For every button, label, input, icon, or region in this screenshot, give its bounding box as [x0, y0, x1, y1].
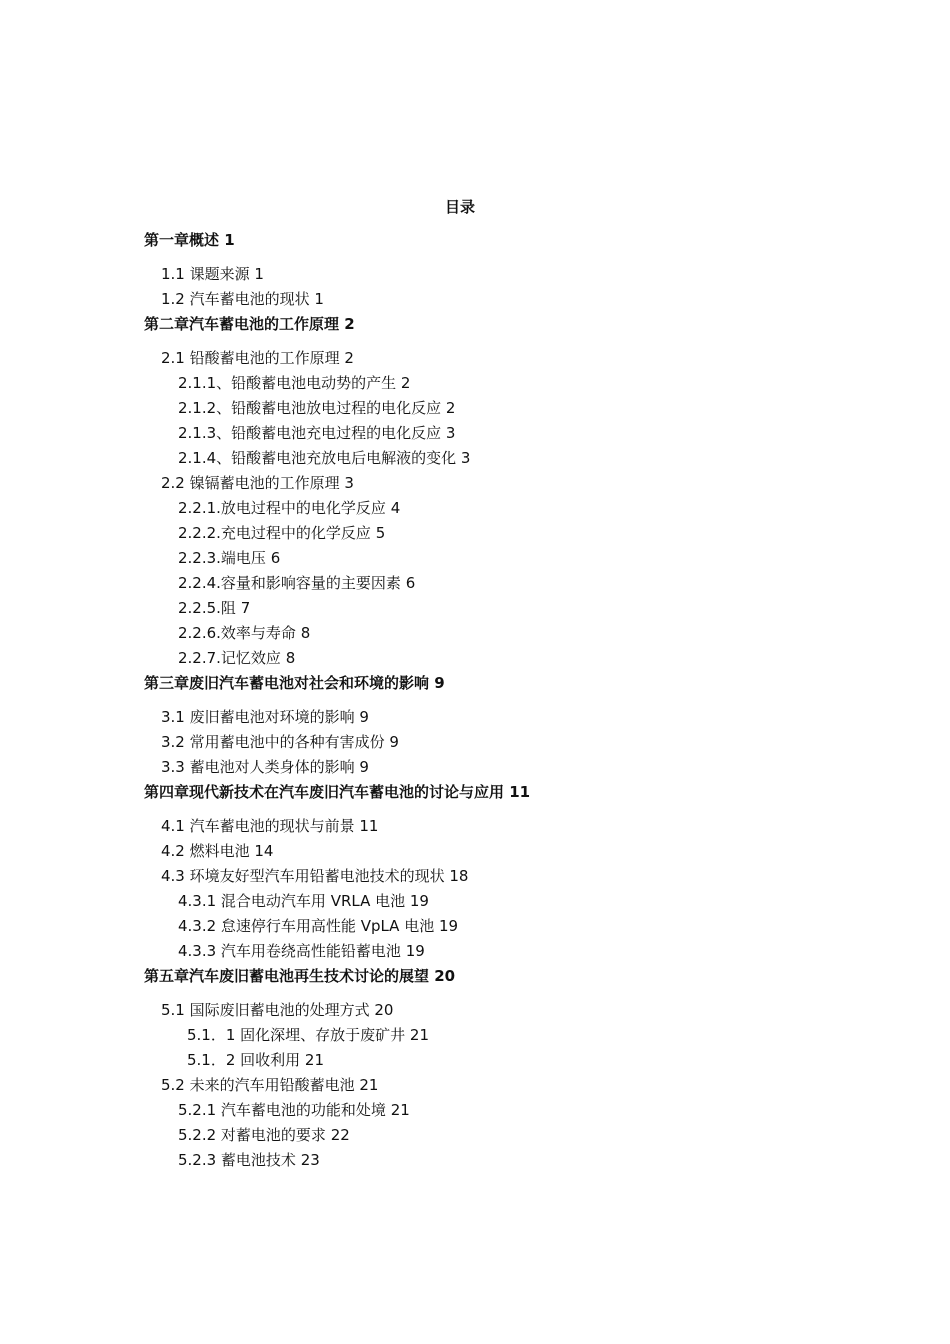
toc-entry[interactable]: 4.3.1 混合电动汽车用 VRLA 电池 19 [178, 892, 429, 910]
toc-entry[interactable]: 2.2.2.充电过程中的化学反应 5 [178, 524, 386, 542]
chapter-heading[interactable]: 第三章废旧汽车蓄电池对社会和环境的影响 9 [144, 674, 445, 692]
chapter-entries [144, 346, 924, 671]
chapter-heading[interactable]: 第五章汽车废旧蓄电池再生技术讨论的展望 20 [144, 967, 456, 985]
toc-entry[interactable]: 2.2.3.端电压 6 [178, 549, 281, 567]
chapter-5 [144, 964, 924, 1173]
toc-entry[interactable]: 3.2 常用蓄电池中的各种有害成份 9 [161, 733, 399, 751]
chapter-1 [144, 228, 924, 312]
toc-entry[interactable]: 4.1 汽车蓄电池的现状与前景 11 [161, 817, 379, 835]
toc-entry[interactable]: 2.1.1、铅酸蓄电池电动势的产生 2 [178, 374, 411, 392]
toc-entry[interactable]: 5.2.1 汽车蓄电池的功能和处境 21 [178, 1101, 410, 1119]
toc-entry[interactable]: 1.1 课题来源 1 [161, 265, 264, 283]
chapter-entries [144, 998, 924, 1173]
toc-entry[interactable]: 5.1．1 固化深埋、存放于废矿井 21 [187, 1026, 430, 1044]
toc-entry[interactable]: 5.2 未来的汽车用铅酸蓄电池 21 [161, 1076, 379, 1094]
toc-entry[interactable]: 1.2 汽车蓄电池的现状 1 [161, 290, 324, 308]
chapter-2 [144, 312, 924, 671]
toc-entry[interactable]: 3.3 蓄电池对人类身体的影响 9 [161, 758, 369, 776]
chapter-entries [144, 262, 924, 312]
toc-entry[interactable]: 2.2.1.放电过程中的电化学反应 4 [178, 499, 401, 517]
toc-entry[interactable]: 5.2.2 对蓄电池的要求 22 [178, 1126, 350, 1144]
toc-entry[interactable]: 2.2 镍镉蓄电池的工作原理 3 [161, 474, 354, 492]
toc-entry[interactable]: 4.3.2 怠速停行车用高性能 VpLA 电池 19 [178, 917, 459, 935]
toc-entry[interactable]: 5.1 国际废旧蓄电池的处理方式 20 [161, 1001, 394, 1019]
toc-entry[interactable]: 5.1．2 回收利用 21 [187, 1051, 325, 1069]
page-title: 目录 [444, 198, 475, 216]
chapter-entries [144, 814, 924, 964]
toc-entry[interactable]: 2.2.7.记忆效应 8 [178, 649, 296, 667]
table-of-contents [144, 228, 924, 1173]
chapter-entries [144, 705, 924, 780]
chapter-heading[interactable]: 第一章概述 1 [144, 231, 235, 249]
toc-entry[interactable]: 5.2.3 蓄电池技术 23 [178, 1151, 320, 1169]
toc-entry[interactable]: 4.3.3 汽车用卷绕高性能铅蓄电池 19 [178, 942, 425, 960]
toc-entry[interactable]: 2.1.2、铅酸蓄电池放电过程的电化反应 2 [178, 399, 456, 417]
chapter-heading[interactable]: 第二章汽车蓄电池的工作原理 2 [144, 315, 355, 333]
toc-entry[interactable]: 3.1 废旧蓄电池对环境的影响 9 [161, 708, 369, 726]
toc-entry[interactable]: 2.1.4、铅酸蓄电池充放电后电解液的变化 3 [178, 449, 471, 467]
chapter-3 [144, 671, 924, 780]
toc-entry[interactable]: 4.3 环境友好型汽车用铅蓄电池技术的现状 18 [161, 867, 469, 885]
toc-entry[interactable]: 4.2 燃料电池 14 [161, 842, 274, 860]
chapter-4 [144, 780, 924, 964]
toc-entry[interactable]: 2.1 铅酸蓄电池的工作原理 2 [161, 349, 354, 367]
toc-entry[interactable]: 2.2.6.效率与寿命 8 [178, 624, 311, 642]
toc-entry[interactable]: 2.2.5.阻 7 [178, 599, 251, 617]
toc-entry[interactable]: 2.1.3、铅酸蓄电池充电过程的电化反应 3 [178, 424, 456, 442]
toc-entry[interactable]: 2.2.4.容量和影响容量的主要因素 6 [178, 574, 416, 592]
chapter-heading[interactable]: 第四章现代新技术在汽车废旧汽车蓄电池的讨论与应用 11 [144, 783, 531, 801]
